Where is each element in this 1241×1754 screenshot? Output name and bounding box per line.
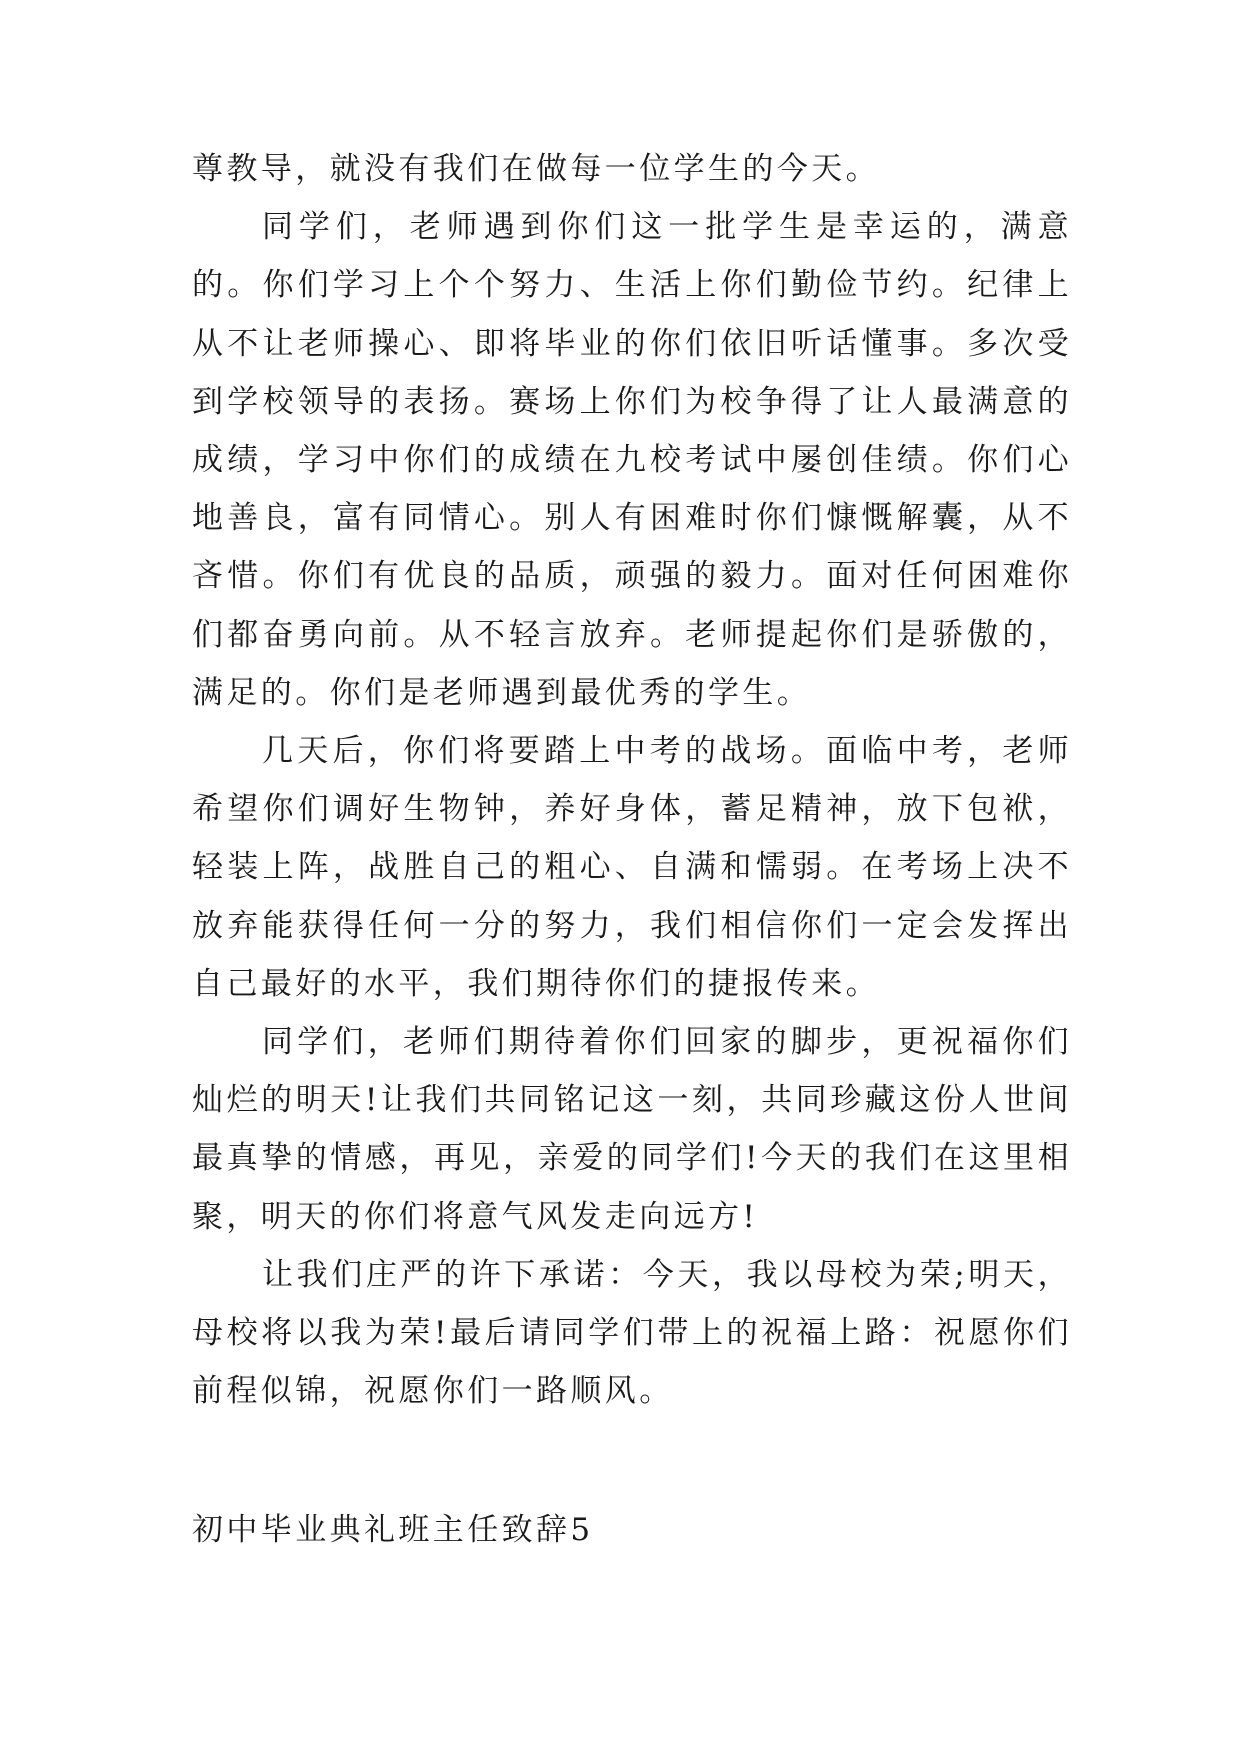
paragraph-1: 尊教导，就没有我们在做每一位学生的今天。 — [192, 151, 880, 187]
paragraph-4: 同学们，老师们期待着你们回家的脚步，更祝福你们灿烂的明天!让我们共同铭记这一刻，共同珍藏这份人世间最真挚的情感，再见，亲爱的同学们!今天的我们在这里相聚，明天的你们将意气风发走向远方! — [192, 1024, 1072, 1235]
paragraph-5: 让我们庄严的许下承诺：今天，我以母校为荣;明天，母校将以我为荣!最后请同学们带上的祝福上路：祝愿你们前程似锦，祝愿你们一路顺风。 — [192, 1256, 1072, 1410]
paragraph-3: 几天后，你们将要踏上中考的战场。面临中考，老师希望你们调好生物钟，养好身体，蓄足精神，放下包袱，轻装上阵，战胜自己的粗心、自满和懦弱。在考场上决不放弃能获得任何一分的努力，我们相信你们一定会发挥出自己最好的水平，我们期待你们的捷报传来。 — [192, 733, 1072, 1002]
section-heading: 初中毕业典礼班主任致辞5 — [192, 1512, 594, 1548]
body-text — [192, 140, 1072, 1420]
paragraph-2: 同学们，老师遇到你们这一批学生是幸运的，满意的。你们学习上个个努力、生活上你们勤俭节约。纪律上从不让老师操心、即将毕业的你们依旧听话懂事。多次受到学校领导的表扬。赛场上你们为校争得了让人最满意的成绩，学习中你们的成绩在九校考试中屡创佳绩。你们心地善良，富有同情心。别人有困难时你们慷慨解囊，从不吝惜。你们有优良的品质，顽强的毅力。面对任何困难你们都奋勇向前。从不轻言放弃。老师提起你们是骄傲的，满足的。你们是老师遇到最优秀的学生。 — [192, 209, 1072, 711]
